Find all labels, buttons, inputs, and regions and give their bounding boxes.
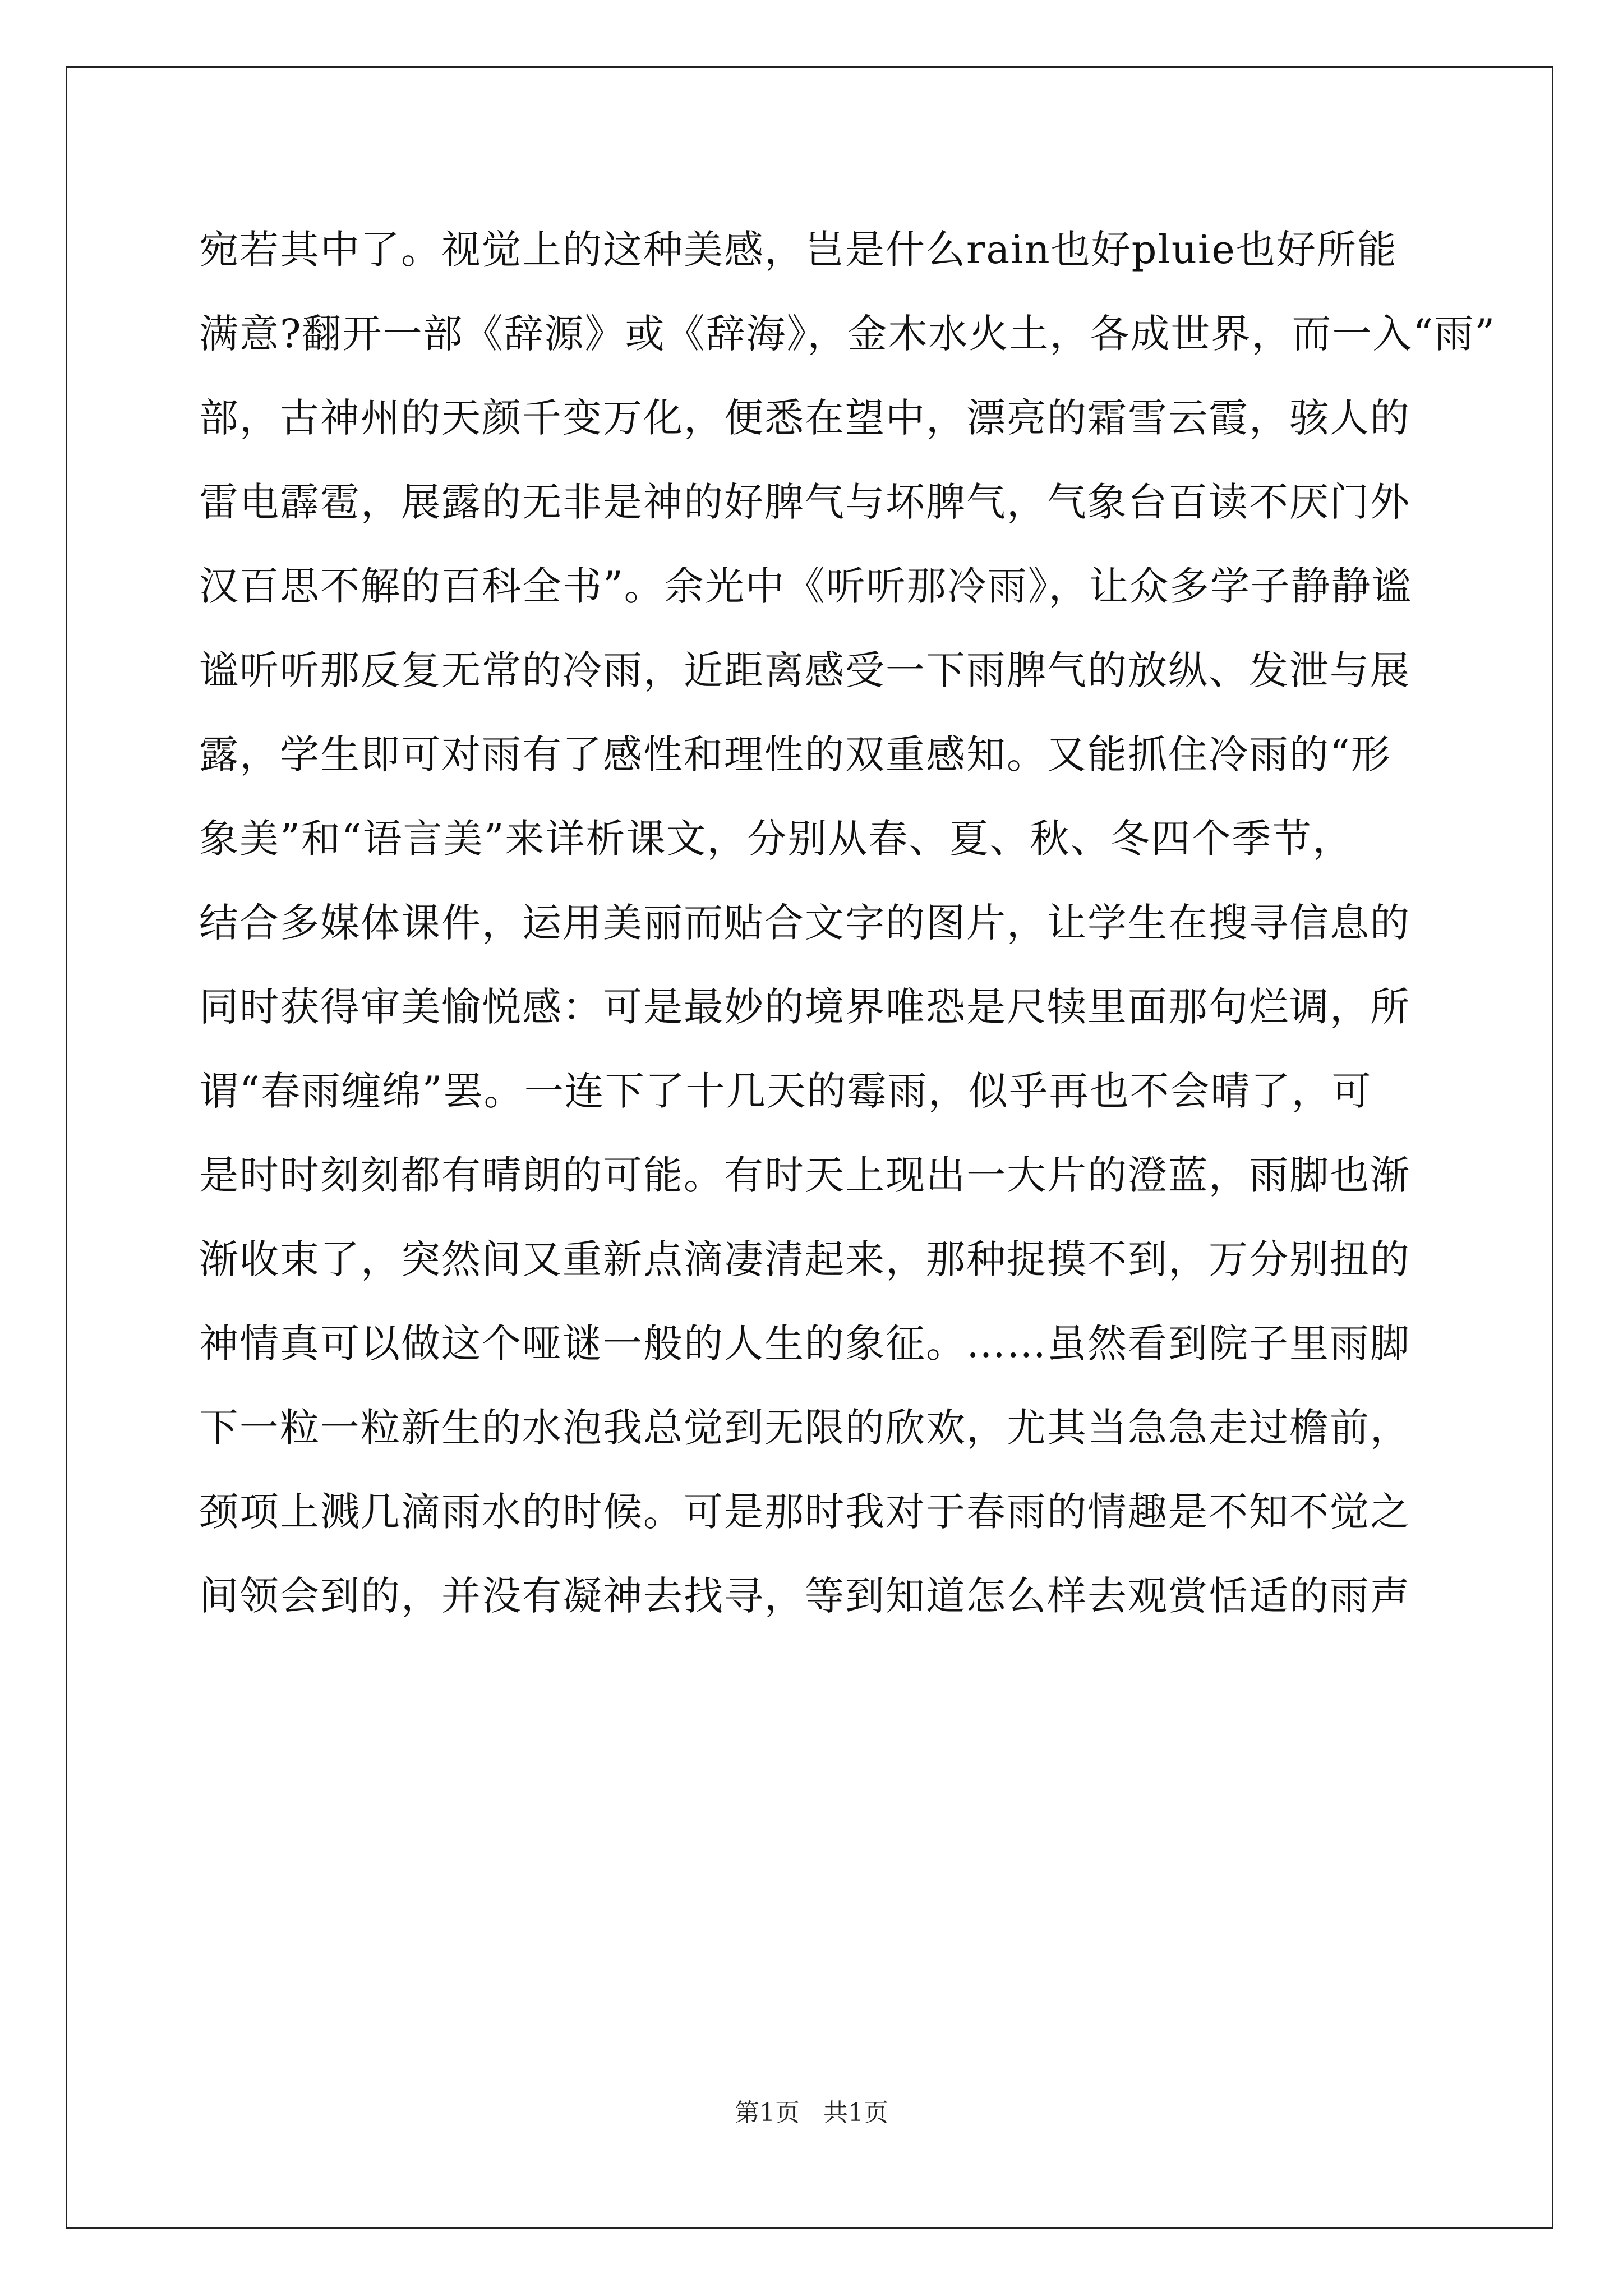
- text-line: 满意?翻开一部《辞源》或《辞海》，金木水火土，各成世界，而一入“雨”: [199, 311, 1496, 357]
- text-line: 部，古神州的天颜千变万化，便悉在望中，漂亮的霜雪云霞，骇人的: [199, 395, 1410, 441]
- text-line: 谧听听那反复无常的冷雨，近距离感受一下雨脾气的放纵、发泄与展: [199, 647, 1410, 693]
- text-line: 露，学生即可对雨有了感性和理性的双重感知。又能抓住冷雨的“形: [199, 731, 1391, 777]
- text-line: 是时时刻刻都有晴朗的可能。有时天上现出一大片的澄蓝，雨脚也渐: [199, 1152, 1410, 1198]
- text-line: 象美”和“语言美”来详析课文，分别从春、夏、秋、冬四个季节，: [199, 816, 1353, 862]
- text-line: 间领会到的，并没有凝神去找寻，等到知道怎么样去观赏恬适的雨声: [199, 1573, 1410, 1619]
- text-line: 宛若其中了。视觉上的这种美感，岂是什么rain也好pluie也好所能: [199, 227, 1398, 273]
- text-line: 汉百思不解的百科全书”。余光中《听听那冷雨》，让众多学子静静谧: [199, 563, 1412, 609]
- text-line: 下一粒一粒新生的水泡我总觉到无限的欣欢，尤其当急急走过檐前，: [199, 1405, 1410, 1451]
- document-body: [199, 208, 1496, 1638]
- text-line: 颈项上溅几滴雨水的时候。可是那时我对于春雨的情趣是不知不觉之: [199, 1489, 1410, 1535]
- text-line: 谓“春雨缠绵”罢。一连下了十几天的霉雨，似乎再也不会晴了，可: [199, 1068, 1372, 1114]
- text-line: 结合多媒体课件，运用美丽而贴合文字的图片，让学生在搜寻信息的: [199, 900, 1410, 946]
- text-line: 同时获得审美愉悦感：可是最妙的境界唯恐是尺犊里面那句烂调，所: [199, 984, 1410, 1030]
- text-line: 渐收束了，突然间又重新点滴凄清起来，那种捉摸不到，万分别扭的: [199, 1236, 1410, 1282]
- text-line: 神情真可以做这个哑谜一般的人生的象征。……虽然看到院子里雨脚: [199, 1320, 1410, 1366]
- page-footer: 第1页 共1页: [735, 2099, 888, 2127]
- text-line: 雷电霹雹，展露的无非是神的好脾气与坏脾气，气象台百读不厌门外: [199, 479, 1410, 525]
